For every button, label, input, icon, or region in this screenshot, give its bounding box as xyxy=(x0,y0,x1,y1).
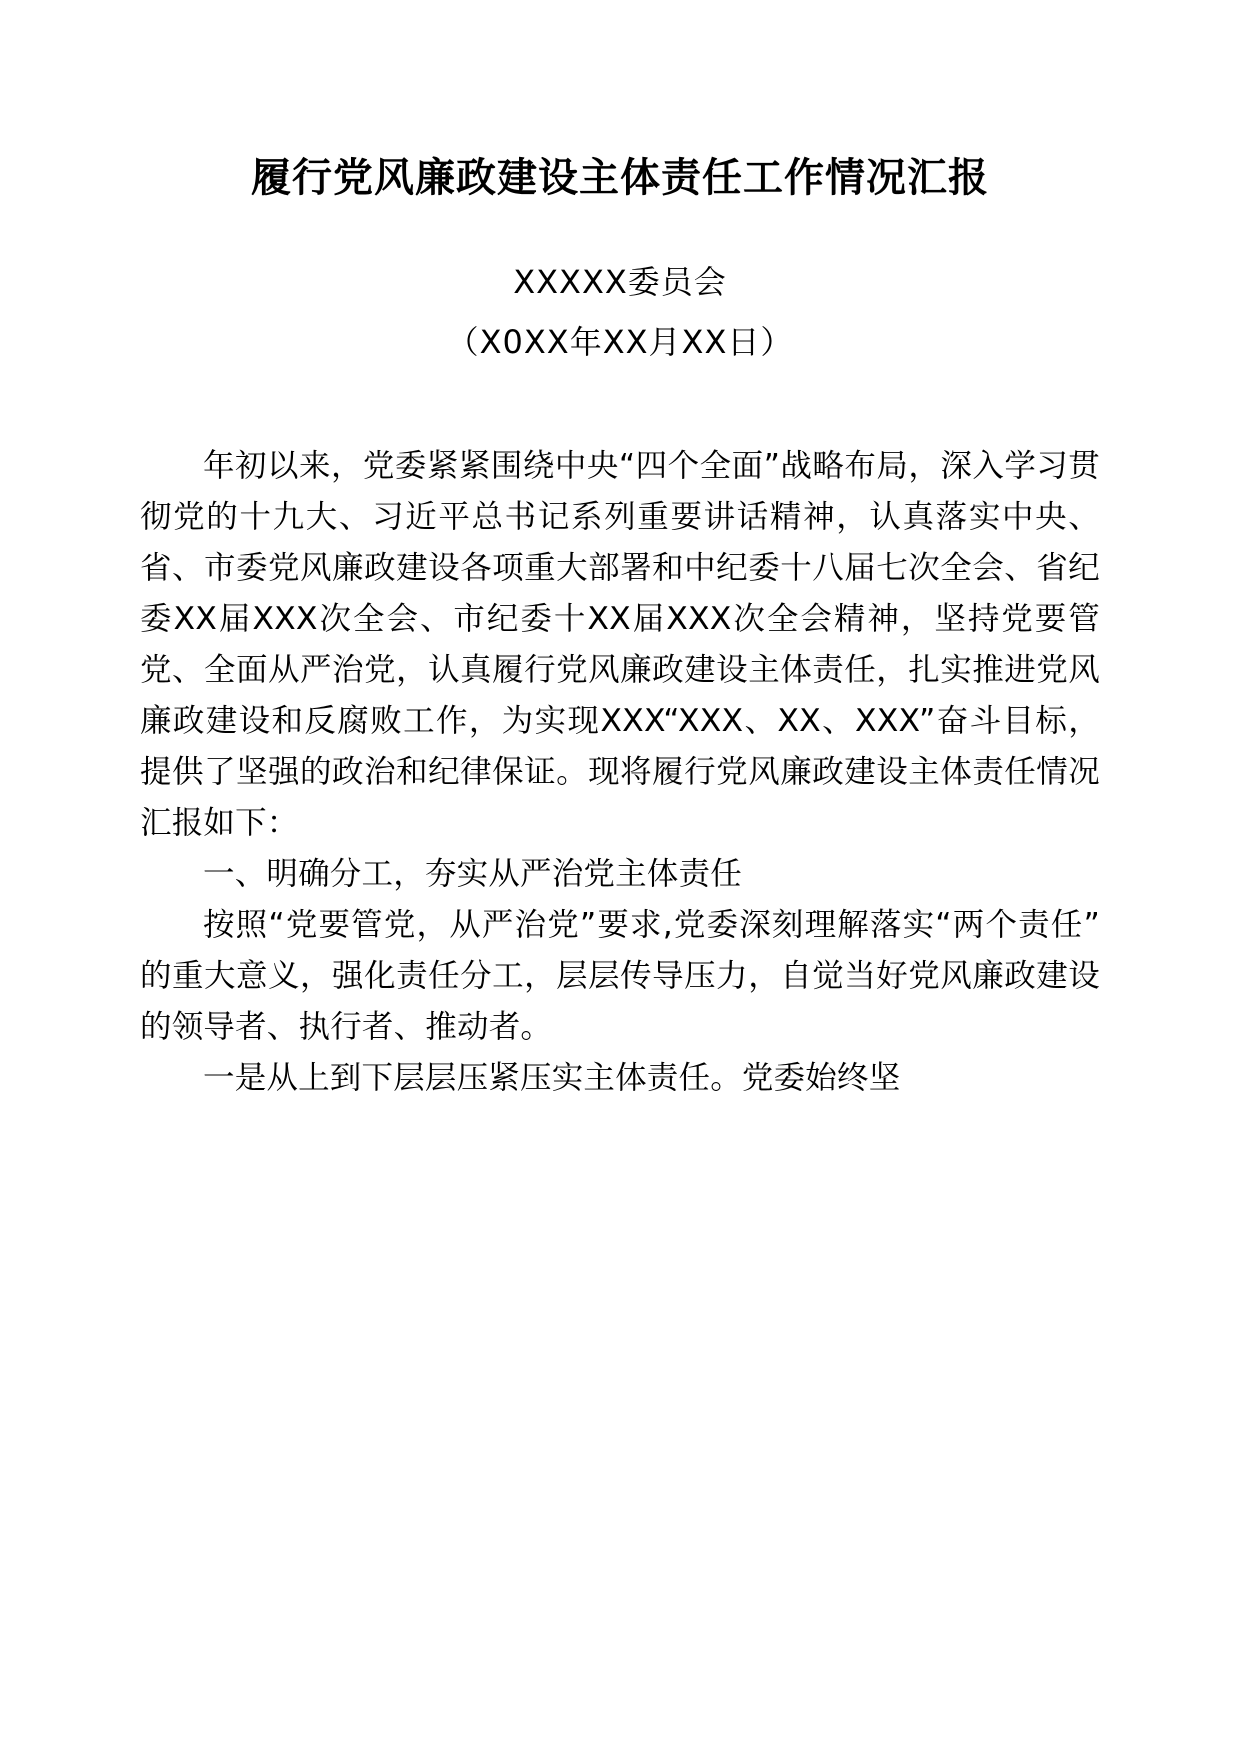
paragraph: 按照“党要管党，从严治党”要求,党委深刻理解落实“两个责任”的重大意义，强化责任分工，层层传导压力，自觉当好党风廉政建设的领导者、执行者、推动者。 xyxy=(140,907,1100,1046)
document-date: （X0XX年XX月XX日） xyxy=(446,322,794,361)
document-issuer: XXXXX委员会 xyxy=(513,263,727,301)
section-heading-1: 一、明确分工，夯实从严治党主体责任 xyxy=(203,856,742,893)
paragraph: 一是从上到下层层压紧压实主体责任。党委始终坚 xyxy=(203,1060,901,1097)
page-title: 履行党风廉政建设主体责任工作情况汇报 xyxy=(251,155,989,201)
document-body xyxy=(140,441,1100,1104)
paragraph: 年初以来，党委紧紧围绕中央“四个全面”战略布局，深入学习贯彻党的十九大、习近平总书记系列重要讲话精神，认真落实中央、省、市委党风廉政建设各项重大部署和中纪委十八届七次全会、省纪委XX届XXX次全会、市纪委十XX届XXX次全会精神，坚持党要管党、全面从严治党，认真履行党风廉政建设主体责任，扎实推进党风廉政建设和反腐败工作，为实现XXX“XXX、XX、XXX”奋斗目标，提供了坚强的政治和纪律保证。现将履行党风廉政建设主体责任情况汇报如下： xyxy=(140,448,1100,842)
